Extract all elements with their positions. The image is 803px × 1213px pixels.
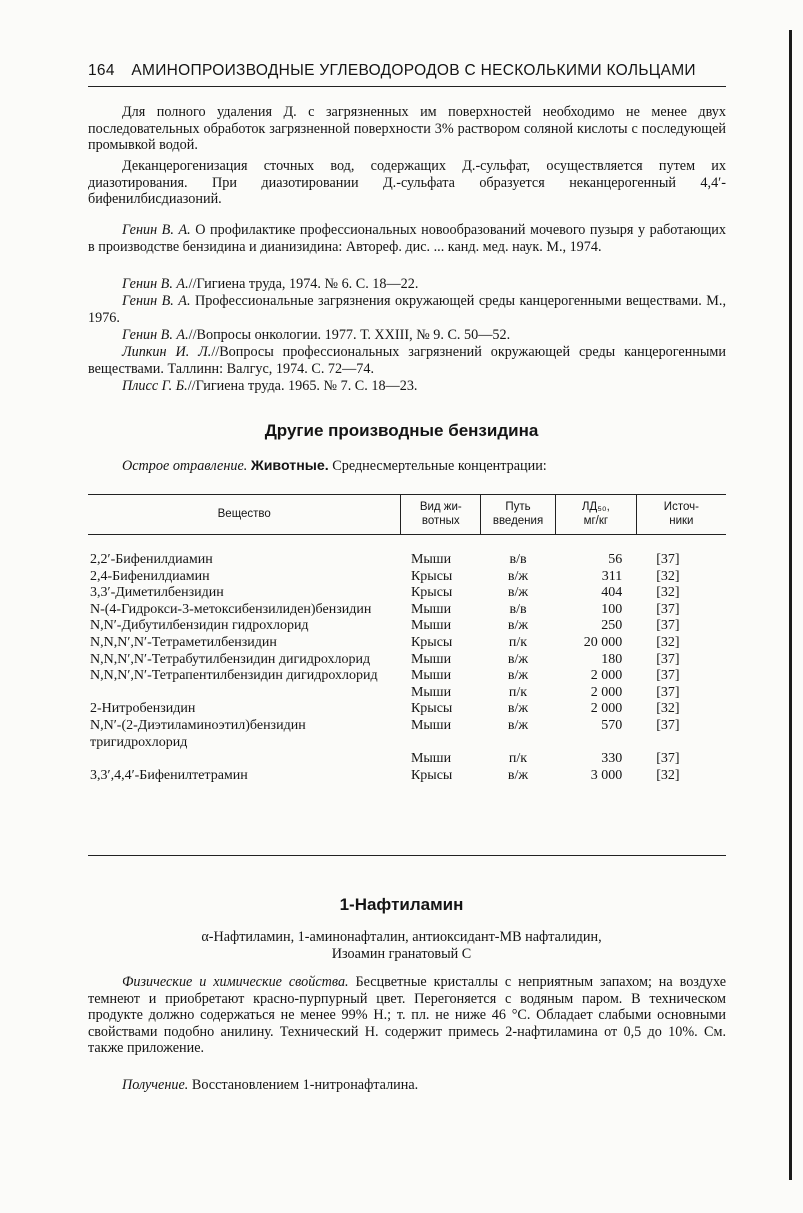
cell-route: в/ж xyxy=(507,651,529,667)
cell-substance: 3,3′-Диметилбензидин xyxy=(90,585,224,601)
table-row xyxy=(88,718,726,751)
reference-text: О профилактике профессиональных новообразований мочевого пузыря у работающих в производстве бензидина и дианизидина: Автореф. дис. ... канд. мед. наук. М., 1974. xyxy=(88,222,726,255)
reference-text: //Гигиена труда. 1965. № 7. С. 18—23. xyxy=(187,378,418,394)
cell-source: [37] xyxy=(656,552,680,567)
props-label: Физические и химические свойства. xyxy=(122,974,349,990)
reference-author: Генин В. А. xyxy=(122,222,191,238)
cell-species: Крысы xyxy=(410,701,453,717)
section-title: Другие производные бензидина xyxy=(264,421,539,440)
cell-substance: N,N,N′,N′-Тетрабутилбензидин дигидрохлорид xyxy=(90,651,371,667)
running-title: АМИНОПРОИЗВОДНЫЕ УГЛЕВОДОРОДОВ С НЕСКОЛЬКИМИ КОЛЬЦАМИ xyxy=(131,62,696,79)
section-intro xyxy=(122,458,547,475)
cell-species: Мыши xyxy=(410,552,452,567)
cell-route: п/к xyxy=(508,634,528,650)
cell-source: [37] xyxy=(656,684,680,700)
cell-route: в/ж xyxy=(507,618,529,634)
table-row xyxy=(88,652,726,669)
cell-route: в/ж xyxy=(507,701,529,717)
cell-source: [32] xyxy=(656,568,680,584)
cell-species: Мыши xyxy=(410,751,452,767)
reference-item xyxy=(88,222,726,255)
cell-ld50: 3 000 xyxy=(590,767,623,783)
prep-text: Восстановлением 1-нитронафталина. xyxy=(191,1077,419,1093)
table-row xyxy=(88,635,726,652)
cell-substance xyxy=(88,751,401,768)
cell-substance: N,N′-Дибутилбензидин гидрохлорид xyxy=(90,618,309,634)
table-row xyxy=(88,685,726,702)
cell-source: [32] xyxy=(656,767,680,783)
reference-text: //Гигиена труда, 1974. № 6. С. 18—22. xyxy=(188,276,419,292)
paragraph-properties xyxy=(88,974,726,1057)
col-header-substance: Вещество xyxy=(88,494,401,535)
table-row xyxy=(88,668,726,685)
cell-source: [32] xyxy=(656,634,680,650)
cell-species: Крысы xyxy=(410,585,453,601)
cell-ld50: 180 xyxy=(601,651,623,667)
cell-route: в/ж xyxy=(507,668,529,684)
props-text: Бесцветные кристаллы с неприятным запахом; на воздухе темнеют и приобретают красно-пурпурный цвет. Перегоняется с водяным паром. В техническом продукте должно содержаться не менее 99% Н.; т. пл. не ниже 46 °С. Обладает слабыми основными свойствами подобно анилину. Технический Н. содержит примесь 2-нафтиламина от 0,5 до 10%. См. также приложение. xyxy=(88,974,726,1057)
intro-rest: Среднесмертельные концентрации: xyxy=(332,458,547,474)
intro-bold: Животные. xyxy=(250,458,329,474)
cell-substance: N,N,N′,N′-Тетрапентилбензидин дигидрохлорид xyxy=(90,668,378,684)
cell-source: [37] xyxy=(656,618,680,634)
cell-substance: 3,3′,4,4′-Бифенилтетрамин xyxy=(90,767,248,783)
table-row xyxy=(88,569,726,586)
cell-substance: N,N,N′,N′-Тетраметилбензидин xyxy=(90,634,277,650)
cell-substance: 2,2′-Бифенилдиамин xyxy=(90,552,213,567)
cell-species: Мыши xyxy=(410,618,452,634)
reference-item xyxy=(88,378,726,395)
col-header-ld50: ЛД₅₀, мг/кг xyxy=(555,494,636,535)
cell-ld50: 2 000 xyxy=(590,701,623,717)
cell-substance: N-(4-Гидрокси-3-метоксибензилиден)бензидин xyxy=(90,601,372,617)
cell-ld50: 2 000 xyxy=(590,684,623,700)
reference-author: Генин В. А. xyxy=(122,327,189,343)
cell-substance: N,N′-(2-Диэтиламиноэтил)бензидин тригидрохлорид xyxy=(90,717,306,750)
cell-route: в/в xyxy=(509,552,527,567)
cell-species: Мыши xyxy=(410,668,452,684)
prep-label: Получение. xyxy=(122,1077,189,1093)
ld50-table xyxy=(88,494,726,784)
cell-route: в/ж xyxy=(507,568,529,584)
cell-route: в/ж xyxy=(507,767,529,783)
reference-item xyxy=(88,344,726,377)
col-header-sources: Источ- ники xyxy=(636,494,726,535)
synonyms-line: Изоамин гранатовый С xyxy=(331,946,472,962)
table-row xyxy=(88,602,726,619)
cell-ld50: 311 xyxy=(601,568,623,584)
table-row xyxy=(88,535,726,569)
compound-title: 1-Нафтиламин xyxy=(339,895,464,914)
reference-text: //Вопросы онкологии. 1977. Т. XXIII, № 9. С. 50—52. xyxy=(188,327,511,343)
cell-source: [32] xyxy=(656,585,680,601)
cell-source: [37] xyxy=(656,717,680,733)
table-header-row xyxy=(88,494,726,535)
cell-source: [37] xyxy=(656,651,680,667)
reference-author: Генин В. А. xyxy=(122,276,189,292)
reference-item xyxy=(88,276,726,293)
table-row xyxy=(88,701,726,718)
cell-ld50: 56 xyxy=(608,552,623,567)
cell-source: [37] xyxy=(656,668,680,684)
cell-route: п/к xyxy=(508,684,528,700)
cell-ld50: 2 000 xyxy=(590,668,623,684)
cell-route: п/к xyxy=(508,751,528,767)
cell-substance: 2,4-Бифенилдиамин xyxy=(90,568,210,584)
cell-species: Мыши xyxy=(410,601,452,617)
paragraph-cleaning: Для полного удаления Д. с загрязненных им поверхностей необходимо не менее двух последовательных обработок загрязненной поверхности 3% раствором соляной кислоты с последующей промывкой водой. xyxy=(88,104,726,154)
reference-author: Генин В. А. xyxy=(122,293,191,309)
reference-item xyxy=(88,327,726,344)
cell-ld50: 404 xyxy=(601,585,623,601)
cell-species: Крысы xyxy=(410,767,453,783)
table-row xyxy=(88,618,726,635)
cell-ld50: 20 000 xyxy=(583,634,623,650)
cell-species: Мыши xyxy=(410,684,452,700)
cell-ld50: 100 xyxy=(601,601,623,617)
cell-source: [32] xyxy=(656,701,680,717)
table-row xyxy=(88,751,726,768)
cell-route: в/ж xyxy=(507,585,529,601)
cell-source: [37] xyxy=(656,601,680,617)
reference-text: Профессиональные загрязнения окружающей среды канцерогенными веществами. М., 1976. xyxy=(88,293,726,326)
page-edge-shadow xyxy=(789,30,792,1180)
table-row xyxy=(88,585,726,602)
cell-ld50: 330 xyxy=(601,751,623,767)
cell-substance xyxy=(88,685,401,702)
reference-author: Липкин И. Л. xyxy=(122,344,212,360)
cell-species: Мыши xyxy=(410,651,452,667)
cell-substance: 2-Нитробензидин xyxy=(90,701,196,717)
table-row xyxy=(88,768,726,785)
paragraph-preparation xyxy=(88,1077,726,1094)
synonyms-line: α-Нафтиламин, 1-аминонафталин, антиоксидант-МВ нафталидин, xyxy=(201,929,602,945)
cell-source: [37] xyxy=(656,751,680,767)
cell-ld50: 250 xyxy=(601,618,623,634)
col-header-route: Путь введения xyxy=(481,494,556,535)
reference-author: Плисс Г. Б. xyxy=(122,378,188,394)
cell-route: в/ж xyxy=(507,717,529,733)
cell-route: в/в xyxy=(509,601,527,617)
page-number: 164 xyxy=(88,62,115,79)
header-rule xyxy=(88,86,726,87)
paragraph-decancerogenization: Деканцерогенизация сточных вод, содержащих Д.-сульфат, осуществляется путем их диазотирования. При диазотировании Д.-сульфата образуется неканцерогенный 4,4′-бифенилбисдиазоний. xyxy=(88,158,726,208)
reference-text: //Вопросы профессиональных загрязнений окружающей среды канцерогенными веществами. Таллинн: Валгус, 1974. С. 72—74. xyxy=(88,344,726,377)
cell-ld50: 570 xyxy=(601,717,623,733)
intro-italic: Острое отравление. xyxy=(122,458,248,474)
col-header-species: Вид жи- вотных xyxy=(401,494,481,535)
running-header xyxy=(88,62,728,80)
cell-species: Крысы xyxy=(410,568,453,584)
cell-species: Крысы xyxy=(410,634,453,650)
table-bottom-rule xyxy=(88,855,726,856)
reference-item xyxy=(88,293,726,326)
cell-species: Мыши xyxy=(410,717,452,733)
